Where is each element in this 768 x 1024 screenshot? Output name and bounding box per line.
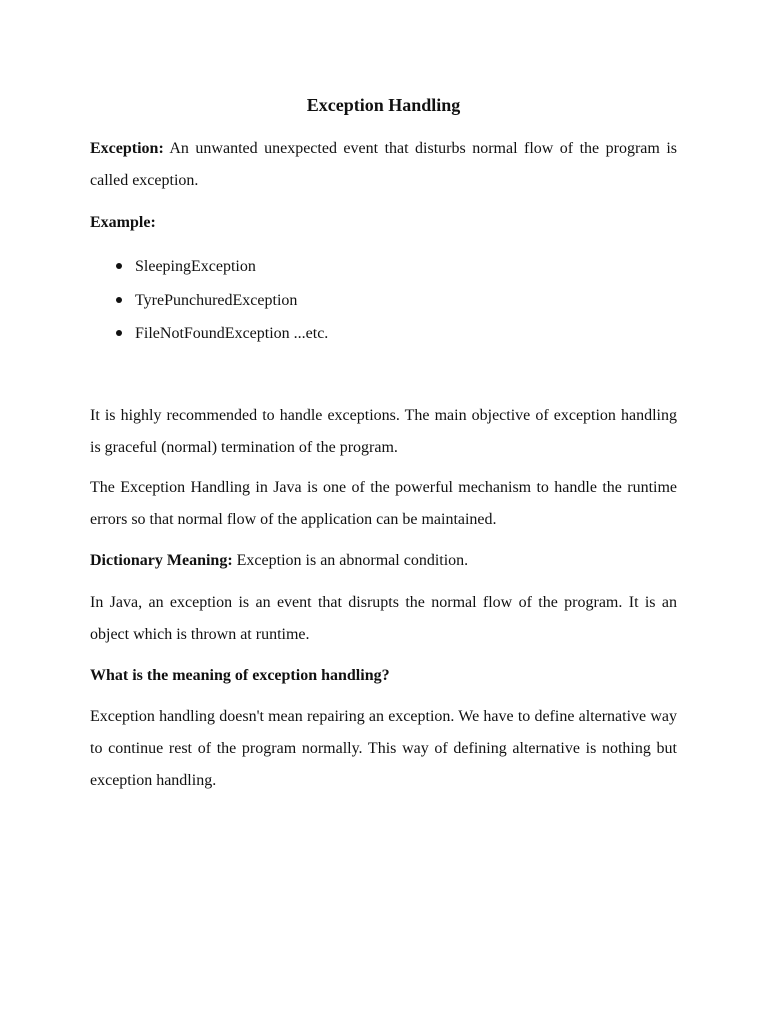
bullet-icon [116,263,122,269]
example-heading: Example: [90,214,156,231]
bullet-icon [116,330,122,336]
list-item [90,250,328,284]
dictionary-meaning [90,545,677,577]
exception-label: Exception: [90,140,164,157]
section-question-heading: What is the meaning of exception handling? [90,667,390,684]
bullet-icon [116,297,122,303]
list-item-text: TyrePunchuredException [135,291,298,309]
dictionary-label: Dictionary Meaning: [90,552,233,569]
page-title: Exception Handling [306,95,461,115]
list-item-text: FileNotFoundException ...etc. [135,325,329,342]
paragraph-meaning: Exception handling doesn't mean repairing an exception. We have to define alternative way to continue rest of the program normally. This way of defining alternative is nothing but exception handling. [90,708,677,789]
dictionary-text: Exception is an abnormal condition. [232,552,469,569]
exception-definition [90,133,677,197]
paragraph-java-handling: The Exception Handling in Java is one of the powerful mechanism to handle the runtime errors so that normal flow of the application can be maintained. [90,479,677,528]
paragraph-recommendation: It is highly recommended to handle exceptions. The main objective of exception handling is graceful (normal) termination of the program. [90,407,677,456]
exception-text: An unwanted unexpected event that disturbs normal flow of the program is called exception. [90,140,677,189]
paragraph-java-event: In Java, an exception is an event that disrupts the normal flow of the program. It is an object which is thrown at runtime. [90,594,677,643]
example-list [90,250,328,351]
list-item [90,317,328,351]
list-item-text: SleepingException [135,258,256,275]
list-item [90,284,328,318]
